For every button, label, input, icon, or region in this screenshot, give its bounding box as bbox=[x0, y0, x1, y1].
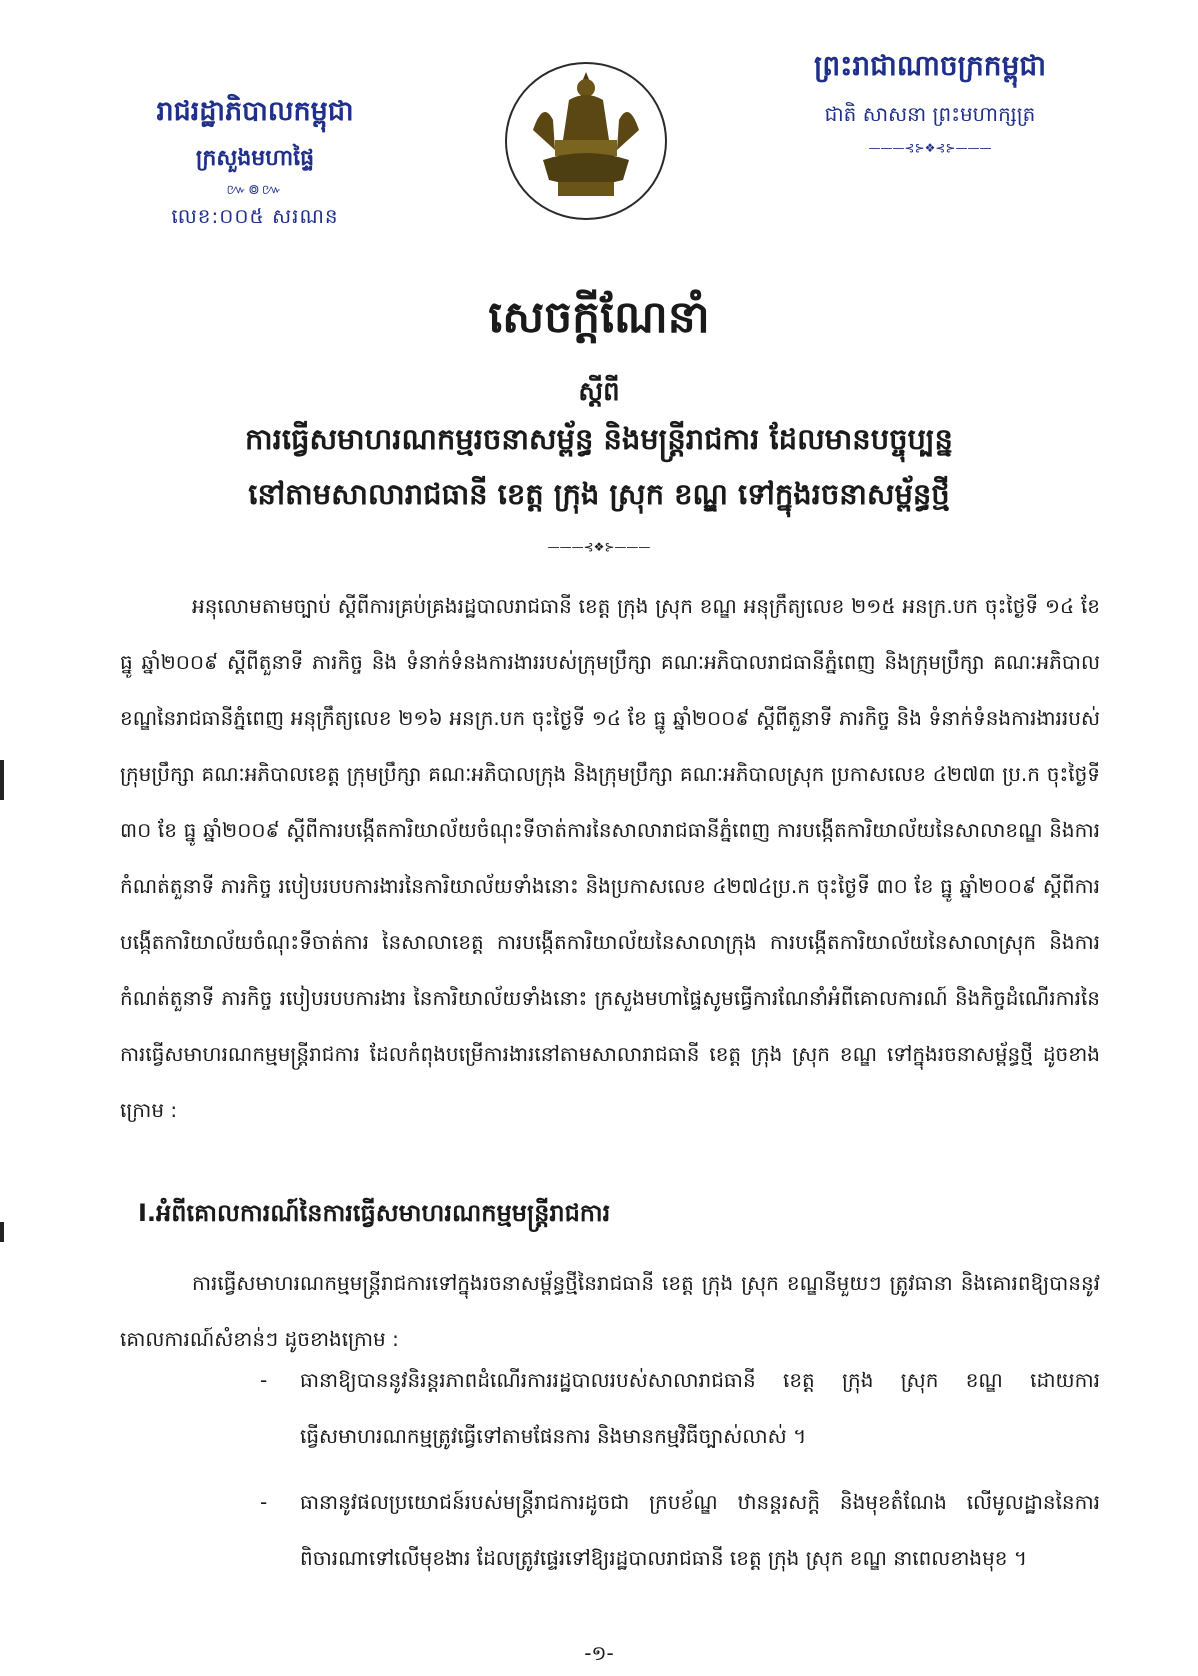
list-item-text: ធានានូវផលប្រយោជន៍របស់មន្ត្រីរាជការដូចជា ក្របខ័ណ្ឌ ឋានន្តរសក្តិ និងមុខតំណែង លើមូលដ្ឋាននៃការពិចារណាទៅលើមុខងារ ដែលត្រូវផ្ទេរទៅឱ្យរដ្ឋបាលរាជធានី ខេត្ត ក្រុង ស្រុក ខណ្ឌ នាពេលខាងមុខ ។ bbox=[300, 1490, 1100, 1570]
header-ornament: ៚៙៚ bbox=[226, 182, 284, 198]
bullet-dash: - bbox=[260, 1368, 268, 1392]
principles-list bbox=[260, 1352, 1100, 1596]
page-number: -១- bbox=[584, 1641, 614, 1665]
document-topic-line-2: នៅតាមសាលារាជធានី ខេត្ត ក្រុង ស្រុក ខណ្ឌ ទៅក្នុងរចនាសម្ព័ន្ធថ្មី bbox=[248, 477, 950, 511]
scan-edge-mark bbox=[0, 760, 4, 800]
kingdom-header bbox=[770, 48, 1090, 155]
document-subtitle: ស្តីពី bbox=[578, 377, 620, 407]
scan-edge-mark bbox=[0, 1222, 4, 1242]
intro-paragraph: អនុលោមតាមច្បាប់ ស្តីពីការគ្រប់គ្រងរដ្ឋបាលរាជធានី ខេត្ត ក្រុង ស្រុក ខណ្ឌ អនុក្រឹត្យលេខ ២១៥ អនក្រ.បក ចុះថ្ងៃទី ១៤ ខែ ធ្នូ ឆ្នាំ២០០៩ ស្តីពីតួនាទី ភារកិច្ច និង ទំនាក់ទំនងការងាររបស់ក្រុមប្រឹក្សា គណៈអភិបាលរាជធានីភ្នំពេញ និងក្រុមប្រឹក្សា គណៈអភិបាលខណ្ឌនៃរាជធានីភ្នំពេញ អនុក្រឹត្យលេខ ២១៦ អនក្រ.បក ចុះថ្ងៃទី ១៤ ខែ ធ្នូ ឆ្នាំ២០០៩ ស្តីពីតួនាទី ភារកិច្ច និង ទំនាក់ទំនងការងាររបស់ក្រុមប្រឹក្សា គណៈអភិបាលខេត្ត ក្រុមប្រឹក្សា គណៈអភិបាលក្រុង និងក្រុមប្រឹក្សា គណៈអភិបាលស្រុក ប្រកាសលេខ ៤២៧៣ ប្រ.ក ចុះថ្ងៃទី ៣០ ខែ ធ្នូ ឆ្នាំ២០០៩ ស្តីពីការបង្កើតការិយាល័យចំណុះទីចាត់ការនៃសាលារាជធានីភ្នំពេញ ការបង្កើតការិយាល័យនៃសាលាខណ្ឌ និងការកំណត់តួនាទី ភារកិច្ច របៀបរបបការងារនៃការិយាល័យទាំងនោះ និងប្រកាសលេខ ៤២៧៤ប្រ.ក ចុះថ្ងៃទី ៣០ ខែ ធ្នូ ឆ្នាំ២០០៩ ស្តីពីការបង្កើតការិយាល័យចំណុះទីចាត់ការ នៃសាលាខេត្ត ការបង្កើតការិយាល័យនៃសាលាក្រុង ការបង្កើតការិយាល័យនៃសាលាស្រុក និងការកំណត់តួនាទី ភារកិច្ច របៀបរបបការងារ នៃការិយាល័យទាំងនោះ ក្រសួងមហាផ្ទៃសូមធ្វើការណែនាំអំពីគោលការណ៍ និងកិច្ចដំណើរការនៃការធ្វើសមាហរណកម្មមន្ត្រីរាជការ ដែលកំពុងបម្រើការងារនៅតាមសាលារាជធានី ខេត្ត ក្រុង ស្រុក ខណ្ឌ ទៅក្នុងរចនាសម្ព័ន្ធថ្មី ដូចខាងក្រោម : bbox=[120, 594, 1101, 1122]
section-heading: I.អំពីគោលការណ៍នៃការធ្វើសមាហរណកម្មមន្ត្រីរាជការ bbox=[138, 1199, 611, 1227]
list-item-text: ធានាឱ្យបាននូវនិរន្តរភាពដំណើរការរដ្ឋបាលរបស់សាលារាជធានី ខេត្ត ក្រុង ស្រុក ខណ្ឌ ដោយការធ្វើសមាហរណកម្មត្រូវធ្វើទៅតាមផែនការ និងមានកម្មវិធីច្បាស់លាស់ ។ bbox=[300, 1368, 1100, 1448]
title-ornament: ———⊰❖⊱——— bbox=[547, 540, 651, 554]
kingdom-motto: ជាតិ សាសនា ព្រះមហាក្សត្រ bbox=[824, 102, 1036, 126]
ministry-name: ក្រសួងមហាផ្ទៃ bbox=[195, 146, 315, 171]
bullet-dash: - bbox=[260, 1490, 268, 1514]
list-item bbox=[260, 1474, 1100, 1586]
header-ornament: ———⊰⊱❖⊰⊱——— bbox=[868, 141, 992, 155]
list-item bbox=[260, 1352, 1100, 1464]
document-title: សេចក្តីណែនាំ bbox=[488, 292, 710, 343]
reference-number: លេខ:០០៥ សរណន bbox=[171, 204, 339, 228]
ministry-header bbox=[120, 95, 390, 233]
kingdom-name: ព្រះរាជាណាចក្រកម្ពុជា bbox=[813, 49, 1046, 82]
royal-emblem-icon bbox=[503, 60, 669, 222]
document-topic-line-1: ការធ្វើសមាហរណកម្មរចនាសម្ព័ន្ធ និងមន្ត្រីរាជការ ដែលមានបច្ចុប្បន្ន bbox=[245, 422, 953, 456]
government-name: រាជរដ្ឋាភិបាលកម្ពុជា bbox=[156, 96, 354, 127]
section-paragraph: ការធ្វើសមាហរណកម្មមន្ត្រីរាជការទៅក្នុងរចនាសម្ព័ន្ធថ្មីនៃរាជធានី ខេត្ត ក្រុង ស្រុក ខណ្ឌនីមួយៗ ត្រូវធានា និងគោរពឱ្យបាននូវគោលការណ៍សំខាន់ៗ ដូចខាងក្រោម : bbox=[120, 1271, 1100, 1351]
